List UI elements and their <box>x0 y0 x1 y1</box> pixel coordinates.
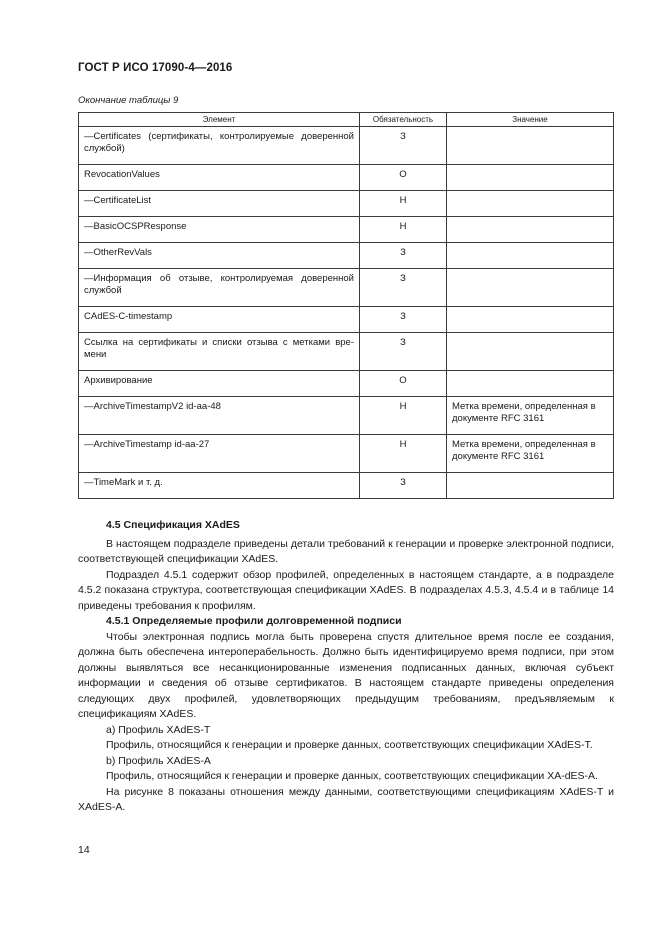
requirement-cell: З <box>360 333 447 371</box>
subsection-heading: 4.5.1 Определяемые профили долговременной подписи <box>106 615 402 627</box>
value-cell: Метка времени, определенная в документе RFC 3161 <box>447 397 614 435</box>
requirement-cell: З <box>360 243 447 269</box>
paragraph: Чтобы электронная подпись могла быть проверена спустя длительное время после ее создания, должна быть обеспечена интероперабельность. Должно быть идентифицируемо время подписи, при этом должны выявляться все несанкционированные изменения подписанных данных, включая субъект информации и сведения об отзыве сертификатов. В настоящем стандарте приведены определения следующих двух профилей, удовлетворяющих предыдущим требованиям, предъявляемым к спецификациям XAdES. <box>78 630 614 720</box>
value-cell <box>447 371 614 397</box>
table-row <box>79 243 614 269</box>
table-row <box>79 217 614 243</box>
table-row <box>79 307 614 333</box>
value-cell <box>447 191 614 217</box>
value-cell <box>447 243 614 269</box>
table-row <box>79 397 614 435</box>
value-cell <box>447 217 614 243</box>
value-cell <box>447 307 614 333</box>
element-cell: —Информация об отзыве, контролируемая доверенной службой <box>79 269 360 307</box>
table-caption: Окончание таблицы 9 <box>78 95 179 106</box>
table-row <box>79 191 614 217</box>
requirement-cell: Н <box>360 217 447 243</box>
requirement-cell: Н <box>360 397 447 435</box>
requirement-cell: З <box>360 269 447 307</box>
requirement-cell: Н <box>360 435 447 473</box>
document-header: ГОСТ Р ИСО 17090-4—2016 <box>78 62 233 74</box>
element-cell: —OtherRevVals <box>79 243 360 269</box>
element-cell: RevocationValues <box>79 165 360 191</box>
element-cell: CAdES-C-timestamp <box>79 307 360 333</box>
requirement-cell: З <box>360 307 447 333</box>
value-cell <box>447 165 614 191</box>
requirement-cell: Н <box>360 191 447 217</box>
value-cell: Метка времени, определенная в документе RFC 3161 <box>447 435 614 473</box>
table-row <box>79 333 614 371</box>
element-cell: —ArchiveTimestampV2 id-aa-48 <box>79 397 360 435</box>
table-row <box>79 269 614 307</box>
requirement-cell: З <box>360 127 447 165</box>
element-cell: Ссылка на сертификаты и списки отзыва с метками вре-мени <box>79 333 360 371</box>
value-cell <box>447 269 614 307</box>
element-cell: —BasicOCSPResponse <box>79 217 360 243</box>
requirements-table <box>78 112 614 499</box>
requirement-cell: О <box>360 165 447 191</box>
section-4-5 <box>78 518 614 816</box>
paragraph: На рисунке 8 показаны отношения между данными, соответствующими спецификациям XAdES-T и XAdES-A. <box>78 785 614 813</box>
paragraph: В настоящем подразделе приведены детали требований к генерации и проверке электронной подписи, соответствующей спецификации XAdES. <box>78 537 614 565</box>
list-item: b) Профиль XAdES-A <box>106 754 211 767</box>
value-cell <box>447 127 614 165</box>
table-header-row <box>79 113 614 127</box>
paragraph: Профиль, относящийся к генерации и проверке данных, соответствующих спецификации XA-dES-A. <box>106 770 598 782</box>
element-cell: —CertificateList <box>79 191 360 217</box>
column-header-element: Элемент <box>79 113 360 127</box>
column-header-value: Значение <box>447 113 614 127</box>
value-cell <box>447 333 614 371</box>
section-heading: 4.5 Спецификация XAdES <box>106 519 240 531</box>
column-header-requirement: Обязательность <box>360 113 447 127</box>
table-row <box>79 435 614 473</box>
table-row <box>79 165 614 191</box>
value-cell <box>447 473 614 499</box>
element-cell: —TimeMark и т. д. <box>79 473 360 499</box>
table-row <box>79 371 614 397</box>
table-row <box>79 127 614 165</box>
table-row <box>79 473 614 499</box>
paragraph: Профиль, относящийся к генерации и проверке данных, соответствующих спецификации XAdES-T. <box>106 739 593 751</box>
list-item: a) Профиль XAdES-T <box>106 723 211 736</box>
paragraph: Подраздел 4.5.1 содержит обзор профилей, определенных в настоящем стандарте, а в подразделе 4.5.2 показана структура, соответствующая спецификации XAdES. В подразделах 4.5.3, 4.5.4 и в таблице 14 приведены требования к профилям. <box>78 568 614 612</box>
element-cell: —Certificates (сертификаты, контролируемые доверенной службой) <box>79 127 360 165</box>
element-cell: Архивирование <box>79 371 360 397</box>
element-cell: —ArchiveTimestamp id-aa-27 <box>79 435 360 473</box>
page-number: 14 <box>78 844 90 856</box>
requirement-cell: З <box>360 473 447 499</box>
requirement-cell: О <box>360 371 447 397</box>
